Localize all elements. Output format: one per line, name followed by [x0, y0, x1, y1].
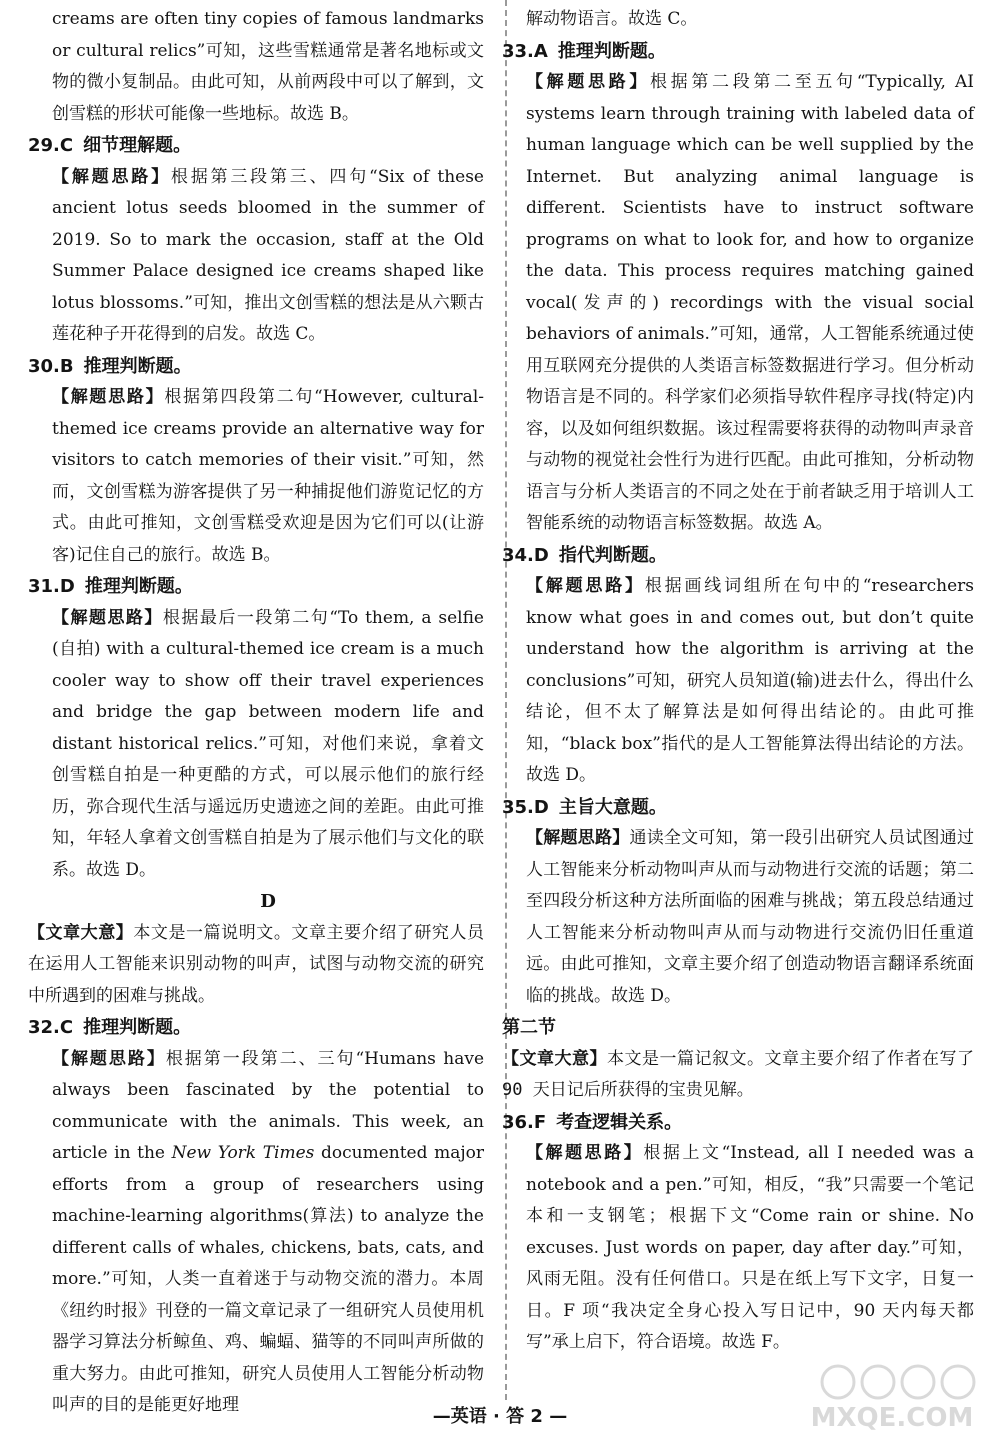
paragraph-continued: 解动物语言。故选 C。: [526, 9, 698, 29]
question-type: 推理判断题。: [83, 355, 192, 377]
question-29-explanation: [52, 162, 484, 351]
question-type: 指代判断题。: [558, 544, 667, 566]
question-number: 31.D: [28, 576, 75, 597]
reasoning-text-part-b: documented major efforts from a group of researchers using machine-learning algorithms(算法) to analyze the different calls of whales, chickens, bats, cats, and more.”可知，人类一直着迷于与动物交流的潜力。本周《纽约时报》刊登的一篇文章记录了一组研究人员使用机器学习算法分析鲸鱼、鸡、蝙蝠、猫等的不同叫声所做的重大努力。由此可推知，研究人员使用人工智能分析动物叫声的目的是能更好地理: [52, 1143, 484, 1415]
reasoning-text: 根据第二段第二至五句“Typically, AI systems learn through training with labeled data of human language which can be well supplied by the Internet. But analyzing animal language is different. Scientists have to instruct software programs on what to look for, and how to organize the data. This process requires matching gained vocal(发声的) recordings with the visual social behaviors of animals.”可知，通常，人工智能系统通过使用互联网充分提供的人类语言标签数据进行学习。但分析动物语言是不同的。科学家们必须指导软件程序寻找(特定)内容，以及如何组织数据。该过程需要将获得的动物叫声录音与动物的视觉社会性行为进行匹配。由此可推知，分析动物语言与分析人类语言的不同之处在于前者缺乏用于培训人工智能系统的动物语言标签数据。故选 A。: [526, 72, 974, 533]
question-31-heading: [28, 571, 484, 603]
reasoning-tag: 【解题思路】: [526, 828, 630, 848]
question-36-heading: [502, 1107, 974, 1139]
question-type: 主旨大意题。: [558, 796, 667, 818]
question-number: 33.A: [502, 40, 548, 62]
reasoning-tag: 【解题思路】: [52, 387, 165, 407]
reasoning-tag: 【解题思路】: [52, 1048, 166, 1069]
summary-text: 本文是一篇说明文。文章主要介绍了研究人员在运用人工智能来识别动物的叫声，试图与动物交流的研究中所遇到的困难与挑战。: [28, 922, 485, 1006]
summary-tag: 【文章大意】: [28, 922, 134, 943]
left-column: [28, 4, 485, 1422]
question-number: 29.C: [28, 135, 74, 156]
reasoning-tag: 【解题思路】: [526, 576, 645, 596]
question-30-explanation: [52, 382, 484, 571]
summary-text: 本文是一篇记叙文。文章主要介绍了作者在写了 90 天日记后所获得的宝贵见解。: [502, 1048, 974, 1100]
reasoning-tag: 【解题思路】: [526, 72, 651, 92]
reasoning-text: 根据上文“Instead, all I needed was a notebook and a pen.”可知，相反，“我”只需要一个笔记本和一支钢笔；根据下文“Come rain or shine. No excuses. Just words on paper, day after day.”可知，风雨无阻。没有任何借口。只是在纸上写下文字，日复一日。F 项“我决定全身心投入写日记中，90 天内每天都写”承上启下，符合语境。故选 F。: [526, 1143, 975, 1352]
question-type: 细节理解题。: [83, 135, 192, 156]
page-footer: —英语 · 答 2 —: [432, 1406, 568, 1427]
reasoning-text: 通读全文可知，第一段引出研究人员试图通过人工智能来分析动物叫声从而与动物进行交流的话题；第二至四段分析这种方法所面临的困难与挑战；第五段总结通过人工智能来分析动物叫声从而与动物进行交流仍旧任重道远。由此可推知，文章主要介绍了创造动物语言翻译系统面临的挑战。故选 D。: [526, 828, 975, 1006]
question-number: 36.F: [502, 1111, 547, 1133]
question-33-heading: [502, 36, 974, 68]
reasoning-text: 根据最后一段第二句“To them, a selfie (自拍) with a cultural-themed ice cream is a much cooler way to show off their travel experiences and bridge the gap between modern life and distant historical relics.”可知，对他们来说，拿着文创雪糕自拍是一种更酷的方式，可以展示他们的旅行经历，弥合现代生活与遥远历史遗迹之间的差距。由此可推知，年轻人拿着文创雪糕自拍是为了展示他们与文化的联系。故选 D。: [52, 607, 484, 880]
section-heading-two: 第二节: [502, 1017, 556, 1038]
reasoning-text: 根据第四段第二句“However, cultural-themed ice creams provide an alternative way for visitors to catch memories of their visit.”可知，然而，文创雪糕为游客提供了另一种捕捉他们游览记忆的方式。由此可推知，文创雪糕受欢迎是因为它们可以(让游客)记住自己的旅行。故选 B。: [52, 387, 484, 565]
question-32-heading: [28, 1012, 484, 1044]
paragraph-continued: creams are often tiny copies of famous landmarks or cultural relics”可知，这些雪糕通常是著名地标或文物的微小复制品。由此可知，从前两段中可以了解到，文创雪糕的形状可能像一些地标。故选 B。: [52, 9, 484, 124]
reasoning-text: 根据画线词组所在句中的“researchers know what goes in and comes out, but don’t quite understand how the algorithm is arriving at the conclusions”可知，研究人员知道(输)进去什么，得出什么结论，但不太了解算法是如何得出结论的。由此可推知，“black box”指代的是人工智能算法得出结论的方法。故选 D。: [526, 576, 975, 785]
question-number: 35.D: [502, 796, 549, 818]
question-34-heading: [502, 540, 974, 572]
summary-tag: 【文章大意】: [502, 1048, 607, 1069]
question-type: 推理判断题。: [557, 40, 666, 62]
question-30-heading: [28, 351, 484, 383]
reasoning-tag: 【解题思路】: [526, 1143, 644, 1163]
reasoning-text-part-a: 根据第一段第二、三句“Humans have always been fascinated by the potential to communicate with the animals. This week, an article in the: [52, 1048, 485, 1163]
question-number: 30.B: [28, 355, 74, 377]
watermark-logo: [802, 1354, 982, 1434]
question-34-explanation: [526, 571, 974, 792]
question-33-explanation: [526, 67, 974, 540]
newspaper-title: New York Times: [171, 1143, 315, 1163]
right-column: [502, 4, 975, 1359]
question-type: 考查逻辑关系。: [556, 1111, 683, 1133]
column-divider: [505, 0, 507, 1400]
question-35-heading: [502, 792, 974, 824]
reasoning-tag: 【解题思路】: [52, 166, 171, 187]
question-number: 32.C: [28, 1017, 74, 1038]
reasoning-text: 根据第三段第三、四句“Six of these ancient lotus seeds bloomed in the summer of 2019. So to mark the occasion, staff at the Old Summer Palace designed ice creams shaped like lotus blossoms.”可知，推出文创雪糕的想法是从六颗古莲花种子开花得到的启发。故选 C。: [52, 166, 484, 344]
article-summary-d: [28, 918, 484, 1013]
article-summary-two: [502, 1044, 974, 1107]
question-36-explanation: [526, 1138, 974, 1359]
question-31-explanation: [52, 603, 484, 887]
question-35-explanation: [526, 823, 974, 1012]
question-32-explanation: [52, 1044, 484, 1422]
question-number: 34.D: [502, 544, 549, 566]
watermark-text: MXQE.COM: [810, 1403, 974, 1433]
question-type: 推理判断题。: [83, 1017, 192, 1038]
section-heading-d: D: [260, 891, 276, 912]
reasoning-tag: 【解题思路】: [52, 607, 163, 628]
question-29-heading: [28, 130, 484, 162]
question-type: 推理判断题。: [84, 576, 193, 597]
